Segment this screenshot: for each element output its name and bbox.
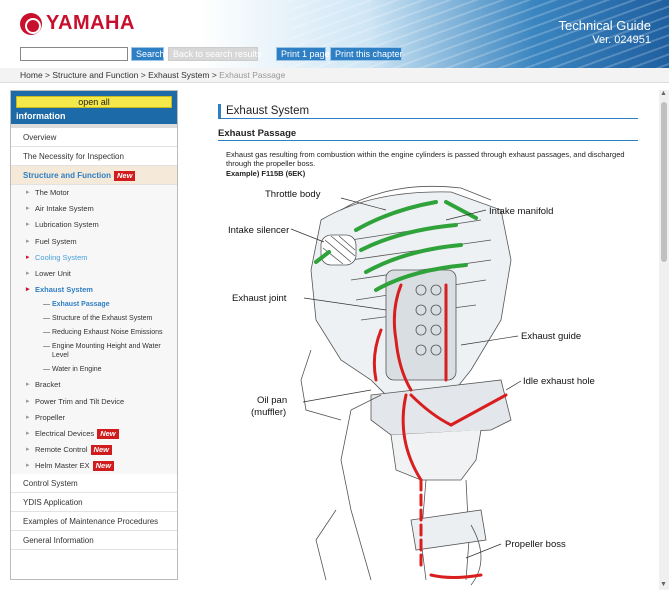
sidebar-item-remote-control[interactable]: ▸ Remote Control New — [11, 442, 177, 458]
sidebar-item-exhaust-system[interactable]: ▸ Exhaust System — [11, 282, 177, 298]
sidebar-nav — [10, 90, 178, 580]
breadcrumb-structure-function[interactable]: Structure and Function — [52, 70, 139, 80]
engine-illustration — [301, 186, 511, 585]
content-scrollbar[interactable] — [659, 90, 669, 590]
chevron-right-icon: ▸ — [26, 397, 30, 405]
print-chapter-button[interactable]: Print this chapter — [330, 47, 402, 61]
sidebar-item-bracket[interactable]: ▸ Bracket — [11, 377, 177, 393]
sidebar-item-propeller[interactable]: ▸ Propeller — [11, 410, 177, 426]
sidebar-header — [11, 91, 177, 128]
breadcrumb-home[interactable]: Home — [20, 70, 43, 80]
tree-line — [43, 332, 50, 333]
label-intake-manifold: Intake manifold — [489, 206, 554, 217]
chevron-right-icon: ▸ — [26, 189, 30, 196]
sidebar-item-structure-exhaust[interactable]: Structure of the Exhaust System — [11, 312, 177, 326]
open-all-button[interactable]: open all — [16, 96, 172, 108]
label-exhaust-guide: Exhaust guide — [521, 331, 582, 342]
sidebar-item-cooling[interactable]: ▸ Cooling System — [11, 250, 177, 266]
example-model: Example) F115B (6EK) — [226, 169, 306, 178]
sidebar-item-lubrication[interactable]: ▸ Lubrication System — [11, 217, 177, 233]
tree-line — [43, 346, 50, 347]
breadcrumb-exhaust-system[interactable]: Exhaust System — [148, 70, 210, 80]
sidebar-item-mounting-height[interactable]: Engine Mounting Height and Water Level — [11, 340, 177, 363]
label-propeller-boss: Propeller boss — [505, 539, 566, 550]
sidebar-item-water-in-engine[interactable]: Water in Engine — [11, 363, 177, 377]
chevron-right-icon: ▸ — [26, 221, 30, 229]
chevron-right-icon: ▸ — [26, 237, 30, 245]
tree-line — [43, 318, 50, 319]
sidebar-item-control-system[interactable]: Control System — [11, 474, 177, 493]
breadcrumb-current: Exhaust Passage — [219, 70, 286, 80]
label-intake-silencer: Intake silencer — [228, 225, 290, 236]
sidebar-item-general-info[interactable]: General Information — [11, 531, 177, 550]
chevron-right-icon: ▸ — [26, 462, 30, 470]
new-badge: New — [97, 429, 118, 439]
chevron-right-icon: ▸ — [26, 205, 30, 213]
scroll-up-icon[interactable]: ▲ — [660, 90, 667, 97]
sidebar-item-necessity-inspection[interactable]: The Necessity for Inspection — [11, 147, 177, 166]
sidebar-item-structure-function[interactable]: Structure and Function New — [11, 166, 177, 185]
search-input[interactable] — [20, 47, 128, 61]
chevron-right-icon: ▸ — [26, 253, 30, 261]
sidebar-item-air-intake[interactable]: ▸ Air Intake System — [11, 201, 177, 217]
yamaha-logo[interactable] — [20, 12, 135, 35]
new-badge: New — [91, 445, 112, 455]
chevron-right-icon: ▸ — [26, 429, 30, 437]
chevron-right-icon: ▸ — [26, 446, 30, 454]
exhaust-passage-diagram — [221, 180, 641, 590]
chevron-right-icon: ▸ — [26, 413, 30, 421]
print-page-button[interactable]: Print 1 page — [276, 47, 326, 61]
guide-title: Technical Guide — [558, 18, 651, 33]
main-content — [186, 90, 656, 590]
scroll-down-icon[interactable]: ▼ — [660, 581, 667, 588]
section-title: Exhaust Passage — [218, 127, 638, 141]
label-oil-pan: Oil pan — [257, 395, 288, 406]
label-muffler: (muffler) — [251, 407, 287, 418]
back-to-results-button[interactable]: Back to search results — [168, 47, 258, 61]
tuning-fork-logo-icon — [20, 13, 42, 35]
header-banner — [0, 0, 669, 68]
new-badge: New — [93, 461, 114, 471]
guide-version: Ver. 024951 — [592, 34, 651, 46]
label-throttle-body: Throttle body — [265, 189, 321, 200]
breadcrumb: Home > Structure and Function > Exhaust System > Exhaust Passage — [20, 70, 286, 80]
chevron-right-icon: ▸ — [26, 381, 30, 389]
description-text: Exhaust gas resulting from combustion within the engine cylinders is passed through exhaust passages, and discharged through the propeller boss. — [226, 150, 625, 168]
search-button[interactable]: Search — [131, 47, 164, 61]
sidebar-item-helm-master[interactable]: ▸ Helm Master EX New — [11, 458, 177, 474]
sidebar-title: information — [16, 111, 66, 121]
chevron-right-icon: ▸ — [26, 269, 30, 277]
sidebar-item-reducing-noise[interactable]: Reducing Exhaust Noise Emissions — [11, 326, 177, 340]
new-badge: New — [114, 171, 135, 181]
sidebar-item-the-motor[interactable]: ▸ The Motor — [11, 185, 177, 201]
sidebar-item-ydis[interactable]: YDIS Application — [11, 493, 177, 512]
sidebar-item-electrical[interactable]: ▸ Electrical Devices New — [11, 426, 177, 442]
label-exhaust-joint: Exhaust joint — [232, 293, 287, 304]
scrollbar-thumb[interactable] — [661, 102, 667, 262]
label-idle-exhaust-hole: Idle exhaust hole — [523, 376, 595, 387]
sidebar-item-overview[interactable]: Overview — [11, 128, 177, 147]
sidebar-item-power-trim[interactable]: ▸ Power Trim and Tilt Device — [11, 394, 177, 410]
page-title: Exhaust System — [218, 104, 638, 119]
sidebar-item-lower-unit[interactable]: ▸ Lower Unit — [11, 266, 177, 282]
chevron-down-icon: ▸ — [26, 286, 30, 294]
tree-line — [43, 369, 50, 370]
brand-name: YAMAHA — [46, 12, 135, 34]
sidebar-item-maintenance-examples[interactable]: Examples of Maintenance Procedures — [11, 512, 177, 531]
tree-line — [43, 304, 50, 305]
sidebar-item-fuel[interactable]: ▸ Fuel System — [11, 234, 177, 250]
sidebar-item-exhaust-passage[interactable]: Exhaust Passage — [11, 298, 177, 312]
